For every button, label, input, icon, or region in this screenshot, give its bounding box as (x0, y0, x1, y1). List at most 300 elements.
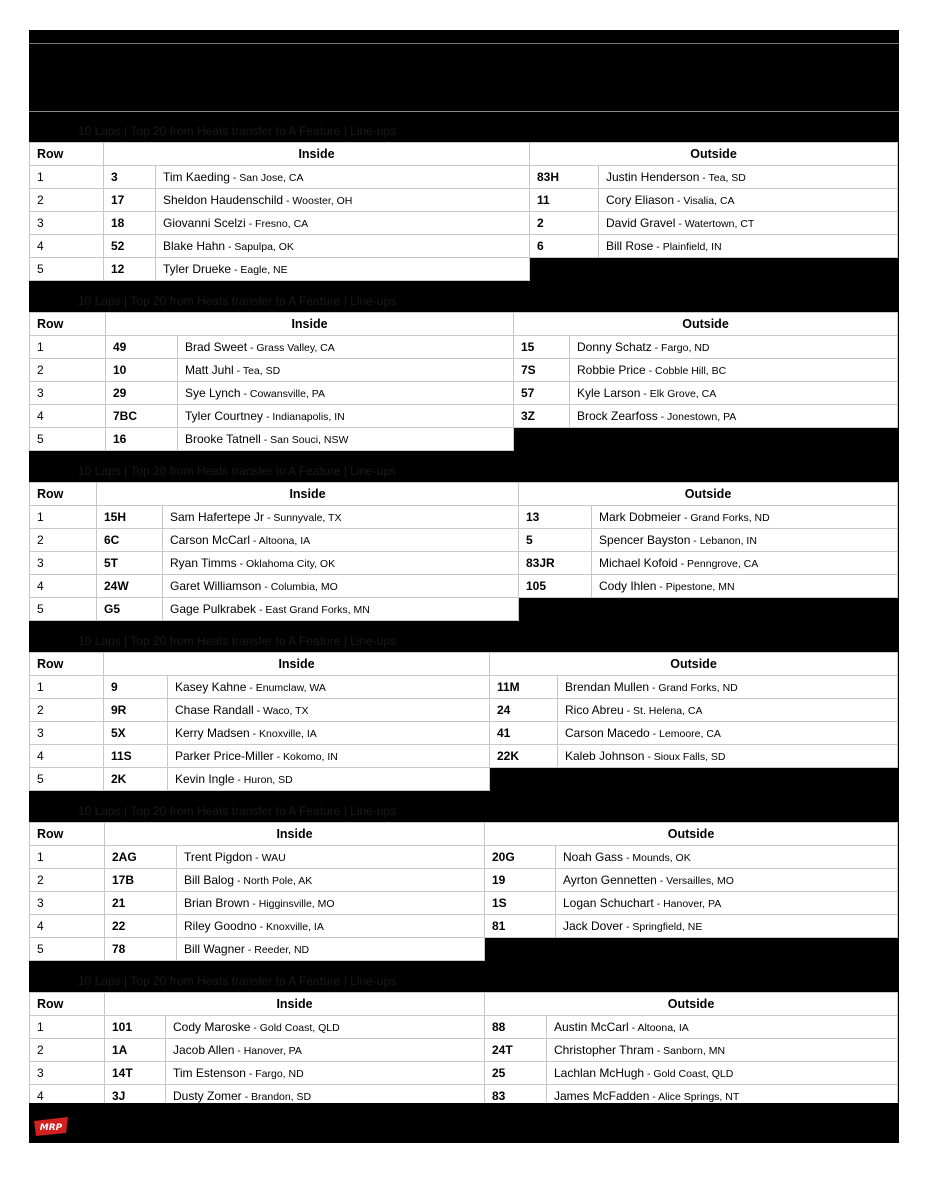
table-row (30, 336, 898, 359)
table-row (30, 189, 898, 212)
inside-car-number: 12 (104, 258, 156, 281)
driver-name: Jack Dover (563, 919, 624, 933)
outside-driver (558, 745, 898, 768)
row-header: Row (30, 483, 97, 506)
driver-name: Robbie Price (577, 363, 646, 377)
driver-name: Christopher Thram (554, 1043, 654, 1057)
header-row (30, 653, 898, 676)
table-row (30, 938, 898, 961)
inside-driver (168, 722, 490, 745)
inside-car-number: 1A (105, 1039, 166, 1062)
driver-name: Tyler Courtney (185, 409, 264, 423)
outside-driver (570, 405, 898, 428)
outside-car-number: 19 (485, 869, 556, 892)
outside-car-number: 11 (530, 189, 599, 212)
inside-driver (156, 258, 530, 281)
row-number: 5 (30, 258, 104, 281)
lineup-table (29, 822, 898, 961)
driver-name: Bill Rose (606, 239, 654, 253)
inside-header: Inside (105, 993, 485, 1016)
driver-hometown: - Lebanon, IN (690, 535, 757, 547)
row-number: 1 (30, 166, 104, 189)
driver-name: Tim Estenson (173, 1066, 246, 1080)
table-row (30, 745, 898, 768)
driver-hometown: - Indianapolis, IN (263, 411, 345, 423)
inside-driver (178, 336, 514, 359)
outside-driver (547, 1062, 898, 1085)
table-row (30, 598, 898, 621)
outside-car-number: 57 (514, 382, 570, 405)
driver-hometown: - San Jose, CA (229, 172, 304, 184)
driver-hometown: - Higginsville, MO (249, 898, 335, 910)
row-number: 3 (30, 722, 104, 745)
inside-driver (178, 382, 514, 405)
inside-header: Inside (104, 653, 490, 676)
inside-car-number: 49 (106, 336, 178, 359)
mrp-logo (32, 1115, 70, 1137)
inside-car-number: 2K (104, 768, 168, 791)
row-header: Row (30, 313, 106, 336)
header-bar (29, 30, 899, 112)
inside-car-number: 101 (105, 1016, 166, 1039)
driver-name: Sheldon Haudenschild (163, 193, 284, 207)
inside-header: Inside (105, 823, 485, 846)
heat-section (29, 452, 899, 621)
driver-name: David Gravel (606, 216, 676, 230)
driver-hometown: - Kokomo, IN (273, 751, 338, 763)
inside-car-number: 21 (105, 892, 177, 915)
row-number: 3 (30, 892, 105, 915)
table-row (30, 258, 898, 281)
inside-car-number: 3J (105, 1085, 166, 1108)
outside-driver (547, 1016, 898, 1039)
empty-slot (530, 258, 898, 281)
empty-slot (514, 428, 898, 451)
row-number: 2 (30, 699, 104, 722)
row-header: Row (30, 823, 105, 846)
driver-name: Carson McCarl (170, 533, 251, 547)
driver-hometown: - Tea, SD (699, 172, 746, 184)
section-title: 10 Laps | Top 20 from Heats transfer to A Feature | Line-ups (78, 974, 397, 988)
outside-driver (556, 915, 898, 938)
driver-hometown: - North Pole, AK (234, 875, 313, 887)
outside-car-number: 88 (485, 1016, 547, 1039)
inside-driver (156, 166, 530, 189)
row-number: 4 (30, 575, 97, 598)
inside-header: Inside (106, 313, 514, 336)
table-row (30, 768, 898, 791)
inside-driver (163, 598, 519, 621)
driver-name: Jacob Allen (173, 1043, 235, 1057)
heat-section (29, 792, 899, 961)
row-number: 2 (30, 189, 104, 212)
outside-header: Outside (485, 823, 898, 846)
section-title: 10 Laps | Top 20 from Heats transfer to A Feature | Line-ups (78, 634, 397, 648)
inside-driver (163, 529, 519, 552)
heat-section (29, 622, 899, 791)
empty-slot (490, 768, 898, 791)
inside-driver (166, 1062, 485, 1085)
driver-name: Matt Juhl (185, 363, 234, 377)
outside-driver (592, 552, 898, 575)
row-number: 4 (30, 915, 105, 938)
inside-driver (156, 189, 530, 212)
outside-driver (599, 166, 898, 189)
outside-car-number: 2 (530, 212, 599, 235)
inside-car-number: 52 (104, 235, 156, 258)
inside-driver (168, 768, 490, 791)
driver-hometown: - Alice Springs, NT (649, 1091, 740, 1103)
driver-hometown: - Wooster, OH (283, 195, 353, 207)
outside-car-number: 24T (485, 1039, 547, 1062)
outside-driver (558, 699, 898, 722)
driver-name: Donny Schatz (577, 340, 652, 354)
header-row (30, 823, 898, 846)
driver-name: Brendan Mullen (565, 680, 650, 694)
heat-section (29, 112, 899, 281)
driver-name: Bill Wagner (184, 942, 245, 956)
driver-hometown: - Brandon, SD (241, 1091, 312, 1103)
driver-hometown: - Knoxville, IA (256, 921, 324, 933)
driver-name: Gage Pulkrabek (170, 602, 257, 616)
row-number: 2 (30, 359, 106, 382)
outside-driver (556, 892, 898, 915)
inside-car-number: 7BC (106, 405, 178, 428)
outside-driver (556, 869, 898, 892)
inside-header: Inside (104, 143, 530, 166)
lineup-table (29, 142, 898, 281)
driver-hometown: - Gold Coast, QLD (250, 1022, 340, 1034)
inside-driver (156, 235, 530, 258)
outside-driver (599, 235, 898, 258)
lineup-table (29, 482, 898, 621)
outside-driver (592, 506, 898, 529)
row-number: 5 (30, 428, 106, 451)
driver-name: Kasey Kahne (175, 680, 247, 694)
row-number: 4 (30, 1085, 105, 1108)
inside-driver (168, 745, 490, 768)
driver-hometown: - Sanborn, MN (653, 1045, 726, 1057)
outside-header: Outside (514, 313, 898, 336)
inside-car-number: 10 (106, 359, 178, 382)
table-row (30, 382, 898, 405)
section-title: 10 Laps | Top 20 from Heats transfer to A Feature | Line-ups (78, 804, 397, 818)
driver-name: Ryan Timms (170, 556, 237, 570)
inside-driver (166, 1016, 485, 1039)
outside-header: Outside (519, 483, 898, 506)
driver-name: Kyle Larson (577, 386, 641, 400)
heat-section (29, 282, 899, 451)
driver-hometown: - Grand Forks, ND (681, 512, 770, 524)
inside-driver (178, 428, 514, 451)
row-number: 3 (30, 212, 104, 235)
outside-car-number: 15 (514, 336, 570, 359)
row-number: 2 (30, 1039, 105, 1062)
driver-name: Trent Pigdon (184, 850, 253, 864)
table-row (30, 359, 898, 382)
header-row (30, 313, 898, 336)
driver-hometown: - Fresno, CA (245, 218, 309, 230)
driver-hometown: - Plainfield, IN (653, 241, 722, 253)
table-row (30, 1062, 898, 1085)
outside-header: Outside (485, 993, 898, 1016)
driver-name: Austin McCarl (554, 1020, 629, 1034)
driver-name: Brad Sweet (185, 340, 248, 354)
driver-hometown: - Columbia, MO (261, 581, 338, 593)
driver-name: Bill Balog (184, 873, 235, 887)
driver-name: Tim Kaeding (163, 170, 230, 184)
driver-hometown: - Grass Valley, CA (247, 342, 335, 354)
table-row (30, 915, 898, 938)
outside-driver (558, 676, 898, 699)
driver-hometown: - WAU (252, 852, 286, 864)
outside-car-number: 13 (519, 506, 592, 529)
outside-car-number: 81 (485, 915, 556, 938)
outside-driver (558, 722, 898, 745)
row-number: 1 (30, 1016, 105, 1039)
driver-hometown: - Watertown, CT (675, 218, 755, 230)
row-number: 5 (30, 768, 104, 791)
driver-hometown: - Cobble Hill, BC (645, 365, 727, 377)
svg-text:MRP: MRP (39, 1123, 63, 1133)
driver-hometown: - Visalia, CA (674, 195, 735, 207)
table-row (30, 212, 898, 235)
table-row (30, 676, 898, 699)
driver-hometown: - Springfield, NE (623, 921, 703, 933)
table-row (30, 529, 898, 552)
inside-driver (163, 575, 519, 598)
driver-name: Lachlan McHugh (554, 1066, 645, 1080)
row-number: 5 (30, 938, 105, 961)
driver-hometown: - Waco, TX (253, 705, 309, 717)
outside-car-number: 1S (485, 892, 556, 915)
inside-driver (166, 1039, 485, 1062)
lineup-table (29, 312, 898, 451)
inside-driver (177, 892, 485, 915)
lineup-table (29, 652, 898, 791)
outside-car-number: 41 (490, 722, 558, 745)
table-row (30, 699, 898, 722)
driver-hometown: - Versailles, MO (656, 875, 734, 887)
row-header: Row (30, 653, 104, 676)
inside-driver (177, 846, 485, 869)
driver-name: Garet Williamson (170, 579, 262, 593)
driver-name: Sye Lynch (185, 386, 241, 400)
driver-name: Carson Macedo (565, 726, 650, 740)
table-row (30, 846, 898, 869)
outside-driver (592, 575, 898, 598)
row-number: 3 (30, 1062, 105, 1085)
driver-hometown: - Grand Forks, ND (649, 682, 738, 694)
driver-name: Riley Goodno (184, 919, 257, 933)
inside-car-number: 3 (104, 166, 156, 189)
inside-driver (168, 699, 490, 722)
outside-car-number: 11M (490, 676, 558, 699)
driver-name: Brooke Tatnell (185, 432, 261, 446)
driver-name: Cody Ihlen (599, 579, 657, 593)
section-title: 10 Laps | Top 20 from Heats transfer to A Feature | Line-ups (78, 294, 397, 308)
section-title: 10 Laps | Top 20 from Heats transfer to A Feature | Line-ups (78, 124, 397, 138)
driver-hometown: - Fargo, ND (651, 342, 710, 354)
driver-hometown: - Altoona, IA (250, 535, 311, 547)
driver-name: Cory Eliason (606, 193, 675, 207)
outside-car-number: 6 (530, 235, 599, 258)
row-number: 5 (30, 598, 97, 621)
driver-hometown: - Reeder, ND (244, 944, 310, 956)
inside-driver (163, 506, 519, 529)
inside-car-number: 9R (104, 699, 168, 722)
inside-car-number: 5T (97, 552, 163, 575)
outside-car-number: 20G (485, 846, 556, 869)
row-number: 2 (30, 869, 105, 892)
row-number: 1 (30, 676, 104, 699)
driver-hometown: - Enumclaw, WA (246, 682, 326, 694)
table-row (30, 1039, 898, 1062)
header-row (30, 143, 898, 166)
inside-car-number: 24W (97, 575, 163, 598)
driver-hometown: - Sioux Falls, SD (644, 751, 726, 763)
row-number: 1 (30, 506, 97, 529)
inside-header: Inside (97, 483, 519, 506)
driver-name: James McFadden (554, 1089, 650, 1103)
inside-driver (178, 405, 514, 428)
driver-hometown: - Jonestown, PA (657, 411, 737, 423)
footer-bar (29, 1103, 899, 1143)
row-number: 3 (30, 552, 97, 575)
inside-car-number: 29 (106, 382, 178, 405)
row-number: 4 (30, 235, 104, 258)
row-number: 2 (30, 529, 97, 552)
row-number: 1 (30, 846, 105, 869)
row-number: 4 (30, 405, 106, 428)
driver-name: Michael Kofoid (599, 556, 678, 570)
header-row (30, 483, 898, 506)
driver-name: Kaleb Johnson (565, 749, 645, 763)
outside-header: Outside (530, 143, 898, 166)
driver-hometown: - Mounds, OK (623, 852, 691, 864)
row-number: 1 (30, 336, 106, 359)
driver-name: Blake Hahn (163, 239, 226, 253)
inside-driver (156, 212, 530, 235)
table-row (30, 552, 898, 575)
inside-car-number: 78 (105, 938, 177, 961)
inside-car-number: 5X (104, 722, 168, 745)
outside-car-number: 22K (490, 745, 558, 768)
row-header: Row (30, 993, 105, 1016)
driver-name: Cody Maroske (173, 1020, 251, 1034)
inside-driver (177, 938, 485, 961)
driver-hometown: - Eagle, NE (231, 264, 288, 276)
driver-name: Noah Gass (563, 850, 624, 864)
inside-car-number: 2AG (105, 846, 177, 869)
driver-hometown: - St. Helena, CA (623, 705, 703, 717)
inside-car-number: 6C (97, 529, 163, 552)
driver-hometown: - Gold Coast, QLD (644, 1068, 734, 1080)
driver-hometown: - San Souci, NSW (260, 434, 349, 446)
driver-hometown: - Knoxville, IA (249, 728, 317, 740)
driver-name: Mark Dobmeier (599, 510, 682, 524)
outside-car-number: 5 (519, 529, 592, 552)
outside-car-number: 83 (485, 1085, 547, 1108)
driver-name: Brian Brown (184, 896, 250, 910)
driver-hometown: - Oklahoma City, OK (236, 558, 336, 570)
table-row (30, 166, 898, 189)
driver-name: Rico Abreu (565, 703, 624, 717)
table-row (30, 428, 898, 451)
driver-hometown: - Penngrove, CA (677, 558, 759, 570)
inside-car-number: 17 (104, 189, 156, 212)
driver-hometown: - Fargo, ND (245, 1068, 304, 1080)
empty-slot (519, 598, 898, 621)
table-row (30, 892, 898, 915)
outside-car-number: 24 (490, 699, 558, 722)
inside-car-number: 17B (105, 869, 177, 892)
outside-driver (570, 382, 898, 405)
table-row (30, 235, 898, 258)
table-row (30, 869, 898, 892)
driver-hometown: - Cowansville, PA (240, 388, 326, 400)
inside-car-number: 15H (97, 506, 163, 529)
driver-hometown: - Tea, SD (233, 365, 281, 377)
driver-name: Chase Randall (175, 703, 254, 717)
driver-name: Logan Schuchart (563, 896, 654, 910)
row-header: Row (30, 143, 104, 166)
outside-driver (570, 359, 898, 382)
outside-driver (592, 529, 898, 552)
inside-car-number: 9 (104, 676, 168, 699)
header-row (30, 993, 898, 1016)
inside-car-number: G5 (97, 598, 163, 621)
driver-hometown: - Hanover, PA (653, 898, 722, 910)
inside-driver (168, 676, 490, 699)
outside-driver (599, 212, 898, 235)
outside-car-number: 7S (514, 359, 570, 382)
outside-driver (570, 336, 898, 359)
inside-car-number: 14T (105, 1062, 166, 1085)
inside-car-number: 22 (105, 915, 177, 938)
inside-driver (177, 915, 485, 938)
inside-car-number: 16 (106, 428, 178, 451)
empty-slot (485, 938, 898, 961)
driver-hometown: - Pipestone, MN (656, 581, 735, 593)
outside-driver (599, 189, 898, 212)
table-row (30, 1016, 898, 1039)
outside-car-number: 105 (519, 575, 592, 598)
driver-name: Justin Henderson (606, 170, 700, 184)
driver-hometown: - Elk Grove, CA (640, 388, 717, 400)
outside-car-number: 83H (530, 166, 599, 189)
section-title: 10 Laps | Top 20 from Heats transfer to A Feature | Line-ups (78, 464, 397, 478)
driver-name: Sam Hafertepe Jr (170, 510, 265, 524)
driver-name: Ayrton Gennetten (563, 873, 657, 887)
lineup-sheet (29, 30, 899, 1143)
inside-driver (177, 869, 485, 892)
inside-driver (178, 359, 514, 382)
driver-hometown: - Sunnyvale, TX (264, 512, 342, 524)
inside-car-number: 11S (104, 745, 168, 768)
row-number: 4 (30, 745, 104, 768)
driver-hometown: - Sapulpa, OK (225, 241, 294, 253)
driver-hometown: - Lemoore, CA (649, 728, 721, 740)
row-number: 3 (30, 382, 106, 405)
driver-hometown: - Altoona, IA (628, 1022, 689, 1034)
outside-car-number: 83JR (519, 552, 592, 575)
inside-driver (163, 552, 519, 575)
driver-name: Kerry Madsen (175, 726, 250, 740)
driver-name: Kevin Ingle (175, 772, 235, 786)
table-row (30, 506, 898, 529)
driver-name: Giovanni Scelzi (163, 216, 246, 230)
